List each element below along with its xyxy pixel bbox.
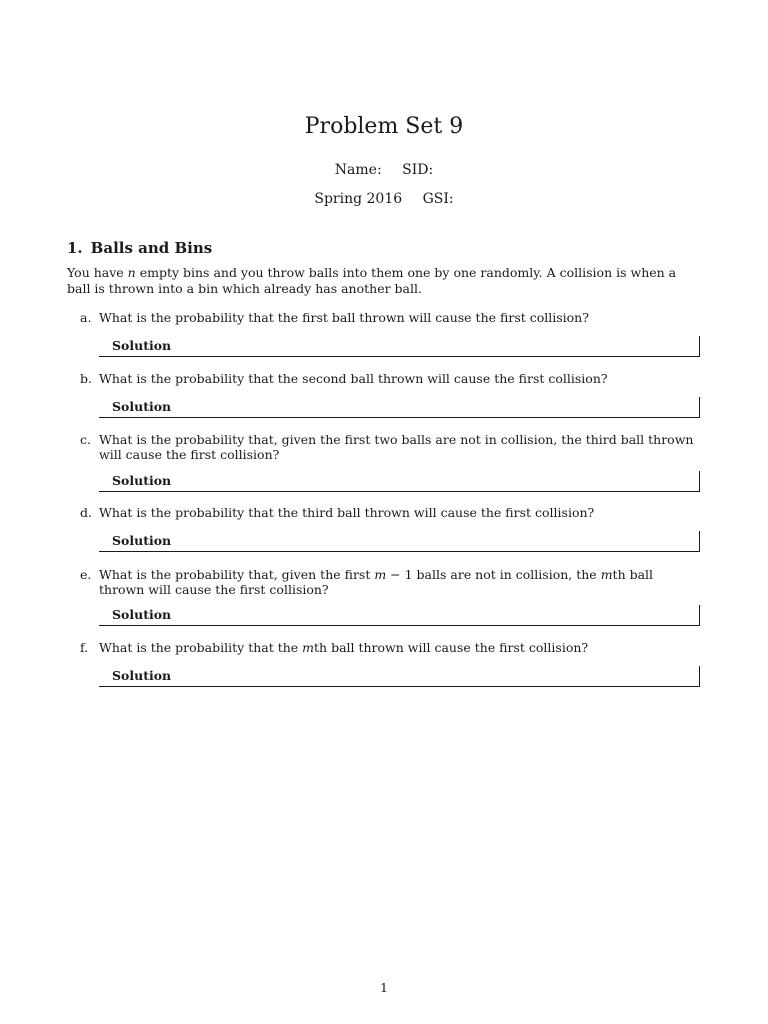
gsi-label: GSI:: [422, 191, 454, 207]
question-letter: c.: [80, 432, 91, 447]
page-title: Problem Set 9: [304, 114, 464, 139]
name-sid-line: [0, 162, 768, 178]
solution-label: Solution: [112, 607, 172, 622]
section-title: Balls and Bins: [90, 239, 213, 257]
question-letter: b.: [80, 371, 92, 386]
solution-label: Solution: [112, 399, 172, 414]
question-f: [80, 640, 702, 655]
var-m: m: [374, 567, 387, 582]
solution-box-e[interactable]: [99, 605, 700, 626]
question-letter: d.: [80, 505, 92, 520]
sid-label: SID:: [402, 162, 434, 178]
question-a: [80, 310, 702, 325]
question-text: What is the probability that the first ball thrown will cause the first collision?: [99, 310, 589, 325]
solution-box-a[interactable]: [99, 336, 700, 357]
question-b: [80, 371, 702, 386]
term-gsi-line: [0, 191, 768, 207]
question-text: What is the probability that the third ball thrown will cause the first collision?: [99, 505, 595, 520]
section-intro: You have n empty bins and you throw balls into them one by one randomly. A collision is when a ball is thrown into a bin which already has another ball.: [67, 265, 677, 296]
question-text: What is the probability that, given the first m − 1 balls are not in collision, the mth ball thrown will cause the first collision?: [99, 567, 654, 597]
solution-box-d[interactable]: [99, 531, 700, 552]
solution-label: Solution: [112, 338, 172, 353]
solution-label: Solution: [112, 668, 172, 683]
section-number: 1.: [67, 239, 83, 257]
solution-box-f[interactable]: [99, 666, 700, 687]
page-number: 1: [380, 980, 388, 995]
var-m: m: [600, 567, 613, 582]
var-m: m: [302, 640, 315, 655]
section-heading: [67, 239, 212, 257]
name-label: Name:: [334, 162, 382, 178]
solution-box-c[interactable]: [99, 471, 700, 492]
var-n: n: [127, 265, 136, 280]
solution-box-b[interactable]: [99, 397, 700, 418]
question-text: What is the probability that the second ball thrown will cause the first collision?: [99, 371, 608, 386]
question-text: What is the probability that, given the first two balls are not in collision, the third ball thrown will cause the first collision?: [99, 432, 694, 462]
question-letter: e.: [80, 567, 92, 582]
question-letter: f.: [80, 640, 89, 655]
solution-label: Solution: [112, 473, 172, 488]
question-e: [80, 567, 702, 597]
question-c: [80, 432, 702, 462]
question-letter: a.: [80, 310, 92, 325]
question-d: [80, 505, 702, 520]
term-label: Spring 2016: [314, 191, 403, 207]
solution-label: Solution: [112, 533, 172, 548]
question-text: What is the probability that the mth ball thrown will cause the first collision?: [99, 640, 589, 655]
